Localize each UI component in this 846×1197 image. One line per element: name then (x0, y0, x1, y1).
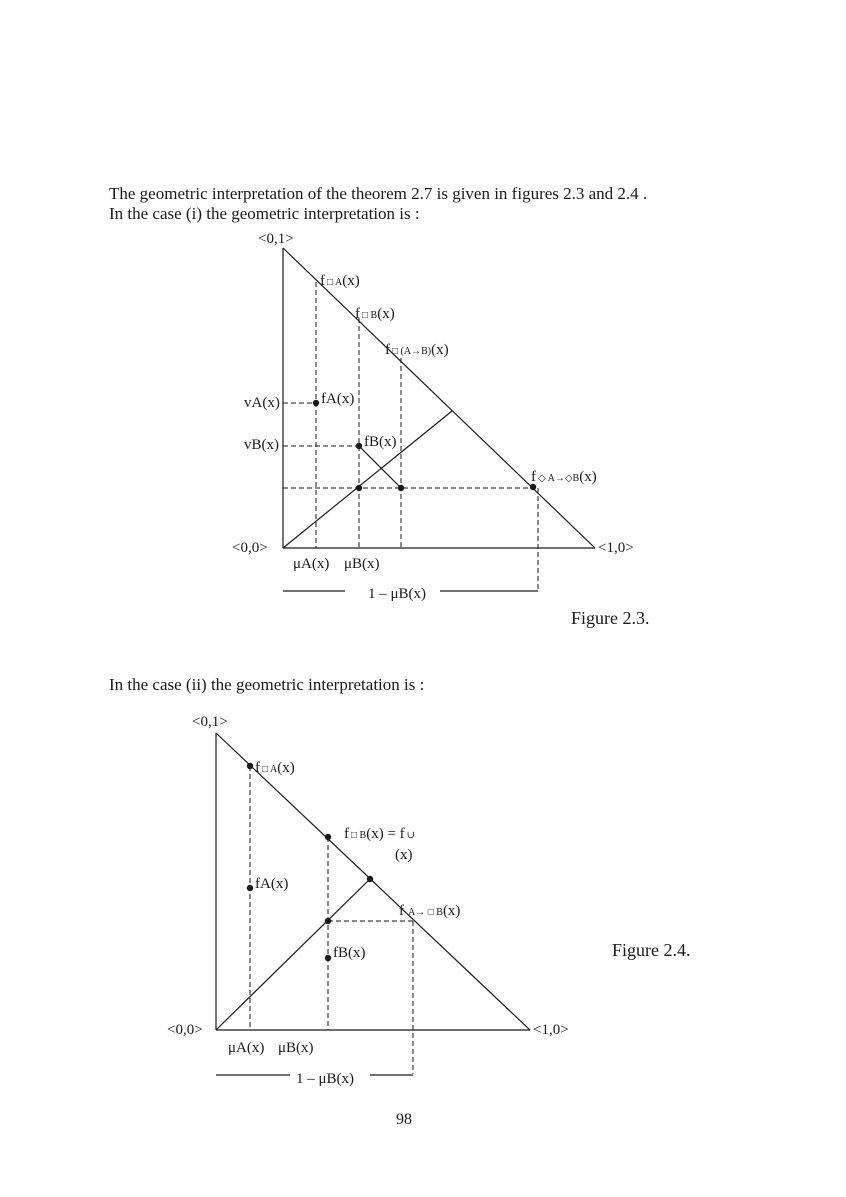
fig2-label-bottom: 1 – μB(x) (296, 1071, 355, 1087)
fig2-corner-origin: <0,0> (167, 1022, 203, 1038)
figure-2-3-caption: Figure 2.3. (571, 608, 650, 628)
fig1-label-vA: vA(x) (244, 395, 280, 411)
fig1-corner-right: <1,0> (598, 540, 634, 556)
fig2-label-fnB-eq-line2: (x) (395, 847, 413, 863)
fig1-corner-origin: <0,0> (232, 540, 268, 556)
fig1-label-fA: fA(x) (321, 391, 355, 407)
fig2-label-fnA: f □ A(x) (255, 760, 295, 776)
fig1-label-muB: μB(x) (344, 556, 380, 572)
fig1-label-bottom: 1 – μB(x) (368, 586, 427, 602)
fig2-label-fB: fB(x) (333, 945, 366, 961)
fig2-label-fimp: f A→ □ B(x) (399, 903, 461, 919)
page-number: 98 (396, 1111, 412, 1128)
fig1-label-fimp: f □ (A→B)(x) (385, 342, 449, 358)
intro-line-1: The geometric interpretation of the theorem 2.7 is given in figures 2.3 and 2.4 . (109, 184, 648, 203)
fig2-dot-fnA (247, 763, 253, 769)
case-ii-line: In the case (ii) the geometric interpretation is : (109, 675, 425, 694)
fig2-dot-intersect (325, 918, 331, 924)
fig2-corner-right: <1,0> (533, 1022, 569, 1038)
fig2-dot-fA (247, 885, 253, 891)
fig1-label-fB: fB(x) (364, 434, 397, 450)
fig2-corner-top: <0,1> (192, 714, 228, 730)
fig2-label-fA: fA(x) (255, 876, 289, 892)
fig2-dot-fnB (325, 834, 331, 840)
fig2-label-muB: μB(x) (278, 1040, 314, 1056)
fig2-label-muA: μA(x) (228, 1040, 265, 1056)
fig1-label-muA: μA(x) (293, 556, 330, 572)
intro-line-2: In the case (i) the geometric interpretation is : (109, 204, 420, 223)
fig2-dot-meet (367, 876, 373, 882)
fig1-label-fimp2: f ◇ A→◇B(x) (531, 469, 597, 485)
fig1-corner-top: <0,1> (258, 231, 294, 247)
fig2-label-fnB-eq: f □ B(x) = f ∪ (344, 826, 416, 842)
fig2-dot-fB (325, 955, 331, 961)
fig1-label-fnA: f □ A(x) (320, 273, 360, 289)
fig1-label-fnB: f □ B(x) (355, 306, 395, 322)
fig1-label-vB: vB(x) (244, 437, 279, 453)
figure-2-4-caption: Figure 2.4. (612, 940, 691, 960)
